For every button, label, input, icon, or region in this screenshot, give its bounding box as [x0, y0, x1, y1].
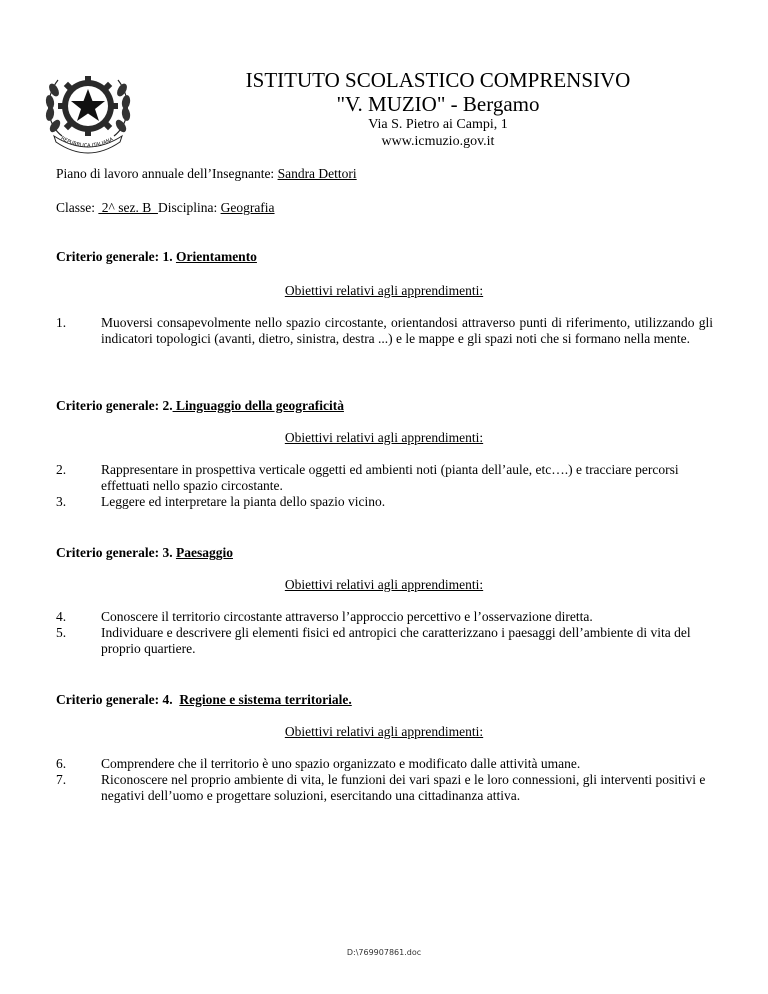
item-number: 4.	[56, 609, 67, 624]
criterion-title: Linguaggio della geograficità	[172, 398, 344, 413]
criterion-label: Criterio generale: 4.	[56, 692, 180, 707]
criterion-heading	[56, 398, 344, 414]
item-number: 6.	[56, 756, 67, 771]
objectives-heading	[0, 430, 768, 446]
objective-text: Muoversi consapevolmente nello spazio circostante, orientandosi attraverso punti di riferimento, utilizzando gli indicatori topologici (avanti, dietro, sinistra, destra ...) e le mappe e gli spazi noti che si formano nella mente.	[101, 315, 713, 346]
teacher-line	[56, 166, 357, 182]
objective-text: Rappresentare in prospettiva verticale oggetti ed ambienti noti (pianta dell’aule, etc….) e tracciare percorsi effettuati nello spazio circostante.	[101, 462, 679, 493]
school-title-line2: "V. MUZIO" - Bergamo	[336, 92, 540, 116]
item-number: 3.	[56, 494, 67, 509]
criterion-heading	[56, 692, 352, 708]
objective-text: Leggere ed interpretare la pianta dello spazio vicino.	[101, 494, 386, 509]
class-label: Classe:	[56, 200, 99, 215]
class-line	[56, 200, 275, 216]
item-number: 5.	[56, 625, 67, 640]
school-website[interactable]: www.icmuzio.gov.it	[381, 134, 495, 149]
school-title-line1: ISTITUTO SCOLASTICO COMPRENSIVO	[245, 68, 631, 92]
class-value: 2^ sez. B	[98, 200, 158, 215]
objective-text: Riconoscere nel proprio ambiente di vita, le funzioni dei vari spazi e le loro connessioni, gli interventi positivi e negativi dell’uomo e progettare soluzioni, esercitando una cittadinanza attiva.	[101, 772, 706, 803]
objectives-heading	[0, 724, 768, 740]
criterion-title: Regione e sistema territoriale.	[179, 692, 352, 707]
objective-text: Comprendere che il territorio è uno spazio organizzato e modificato dalle attività umane.	[101, 756, 581, 771]
school-address: Via S. Pietro ai Campi, 1	[368, 117, 508, 132]
item-number: 2.	[56, 462, 67, 477]
objective-text: Conoscere il territorio circostante attraverso l’approccio percettivo e l’osservazione diretta.	[101, 609, 593, 624]
criterion-label: Criterio generale: 2.	[56, 398, 173, 413]
criterion-title: Paesaggio	[175, 545, 233, 560]
teacher-name: Sandra Dettori	[277, 166, 357, 181]
objectives-heading-text: Obiettivi relativi agli apprendimenti:	[284, 577, 484, 592]
teacher-label: Piano di lavoro annuale dell’Insegnante:	[56, 166, 278, 181]
discipline-value: Geografia	[220, 200, 275, 215]
objectives-heading-text: Obiettivi relativi agli apprendimenti:	[284, 724, 484, 739]
criterion-title: Orientamento	[175, 249, 257, 264]
objectives-heading	[0, 283, 768, 299]
criterion-heading	[56, 545, 233, 561]
item-number: 1.	[56, 315, 67, 330]
criterion-label: Criterio generale: 1.	[56, 249, 176, 264]
document-filename: D:\769907861.doc	[346, 948, 422, 957]
school-title	[0, 68, 768, 116]
objective-text: Individuare e descrivere gli elementi fisici ed antropici che caratterizzano i paesaggi dell’ambiente di vita del proprio quartiere.	[101, 625, 691, 656]
svg-text:REPUBBLICA ITALIANA: REPUBBLICA ITALIANA	[59, 135, 115, 150]
discipline-label: Disciplina:	[157, 200, 221, 215]
criterion-heading	[56, 249, 257, 265]
objectives-heading-text: Obiettivi relativi agli apprendimenti:	[284, 430, 484, 445]
criterion-label: Criterio generale: 3.	[56, 545, 176, 560]
objectives-heading-text: Obiettivi relativi agli apprendimenti:	[284, 283, 484, 298]
objectives-heading	[0, 577, 768, 593]
school-contact	[0, 116, 768, 150]
item-number: 7.	[56, 772, 67, 787]
